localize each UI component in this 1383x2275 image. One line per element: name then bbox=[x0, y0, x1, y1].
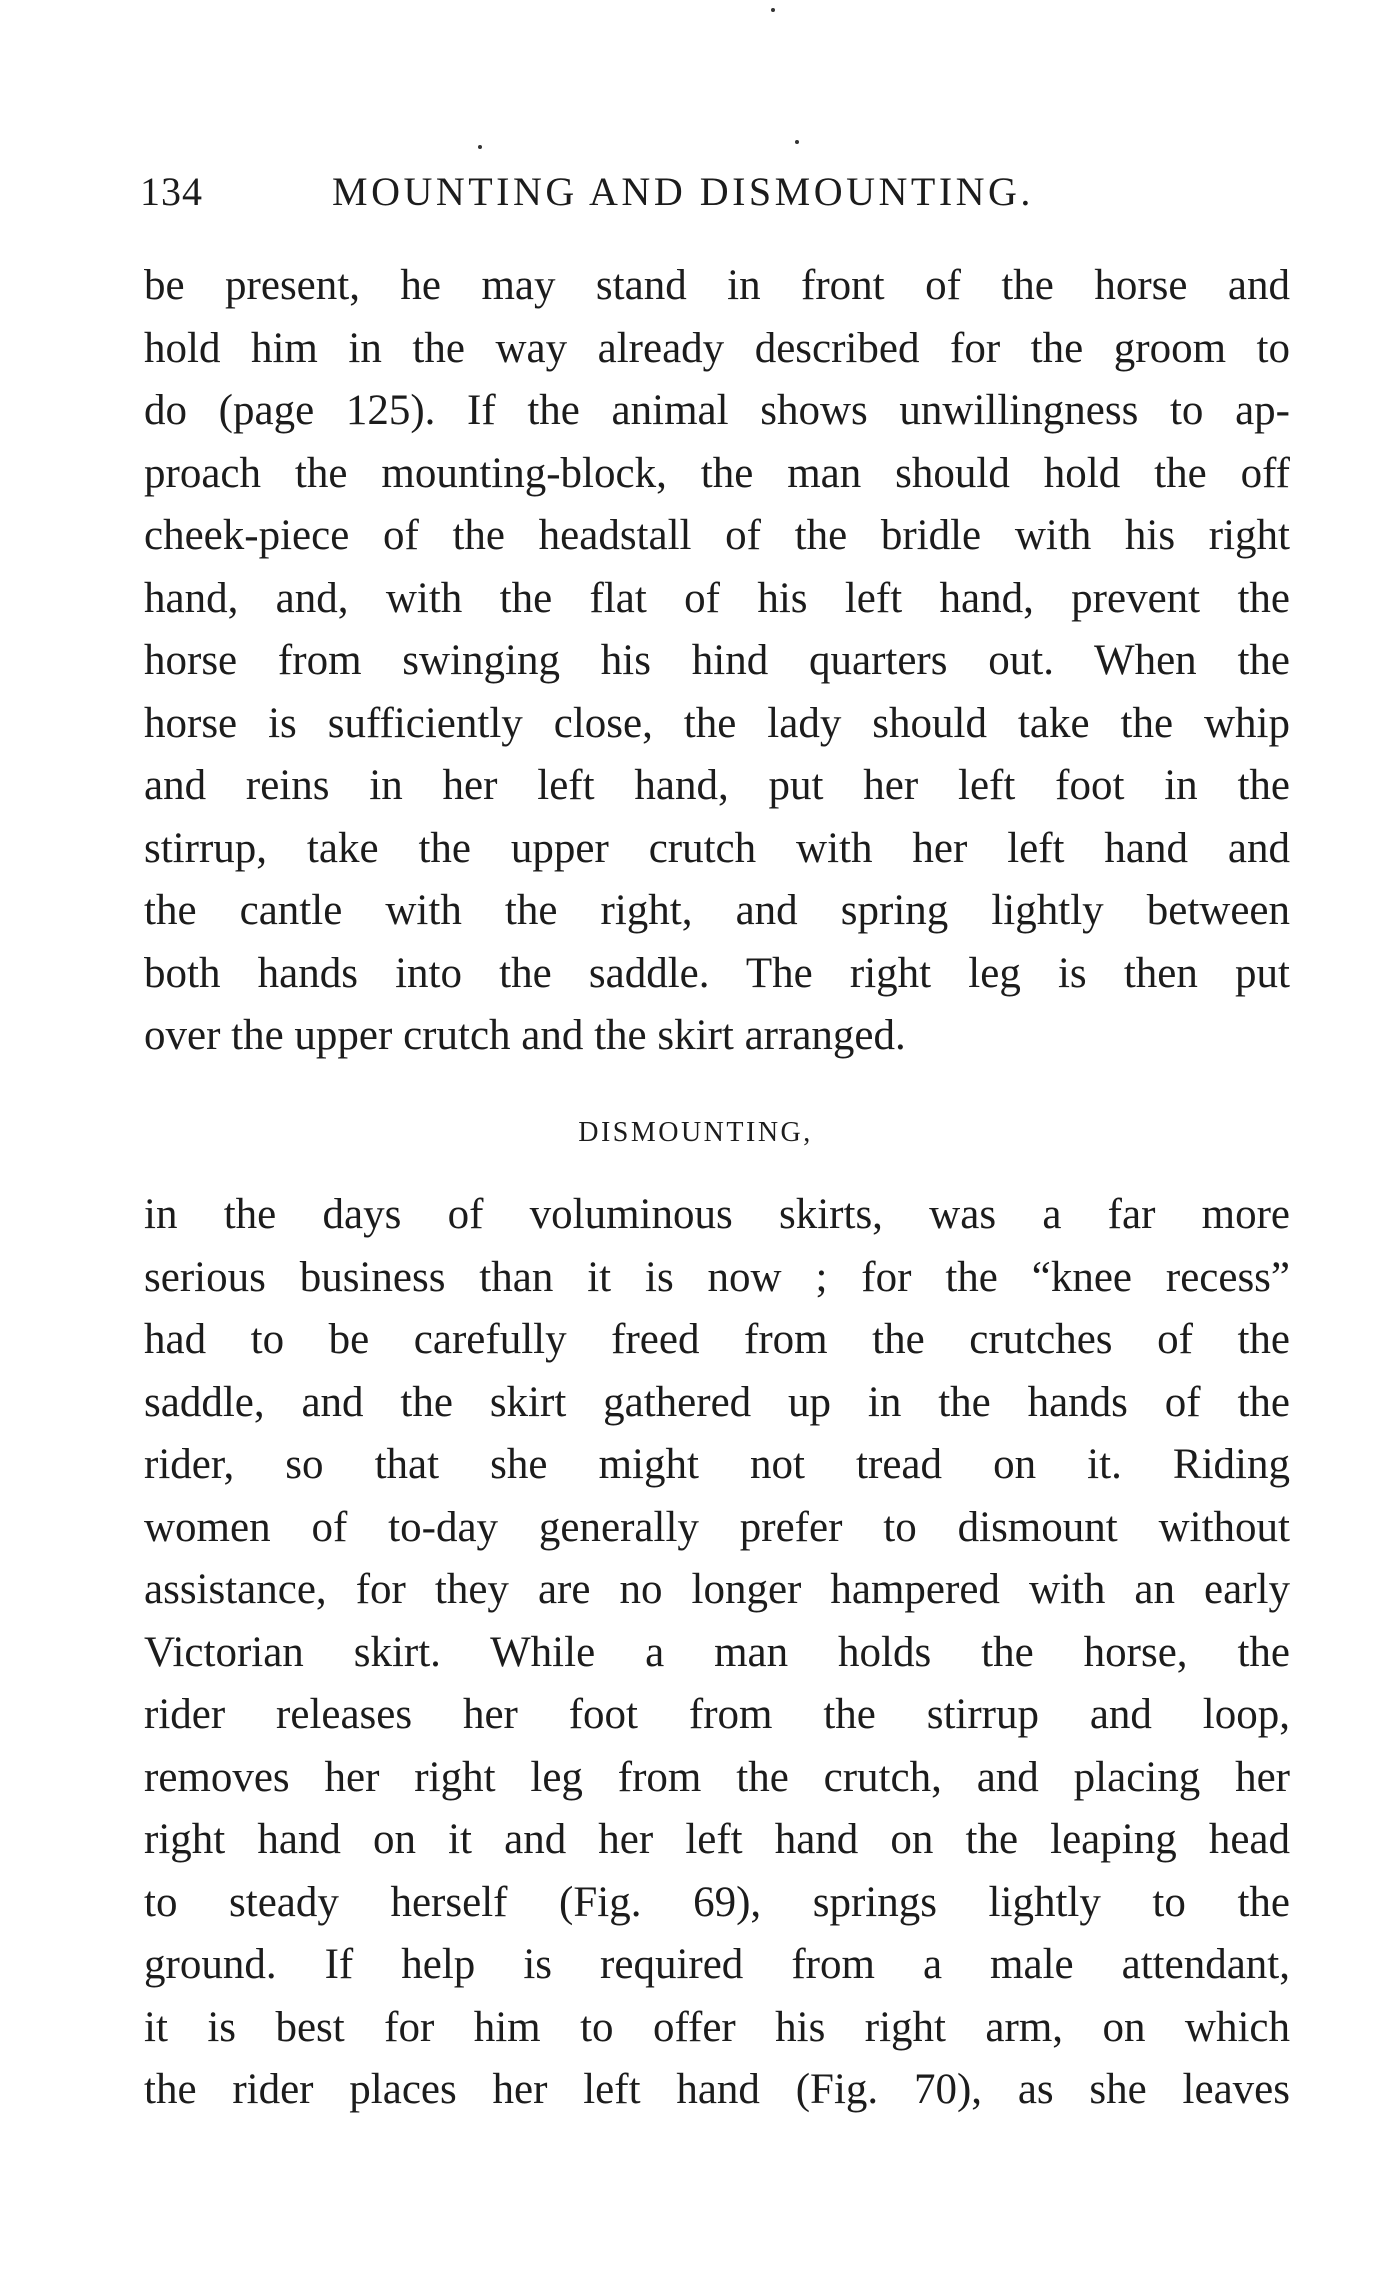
text-line: women of to-day generally prefer to dismount without bbox=[144, 1503, 1290, 1551]
text-line: hold him in the way already described for the groom to bbox=[144, 324, 1290, 372]
text-line: cheek-piece of the headstall of the bridle with his right bbox=[144, 512, 1290, 559]
section-heading: DISMOUNTING, bbox=[578, 1117, 813, 1148]
print-speck bbox=[478, 145, 482, 149]
text-line: and reins in her left hand, put her left foot in the bbox=[144, 762, 1290, 809]
paragraph-1 bbox=[144, 255, 1290, 1068]
text-line: right hand on it and her left hand on the leaping head bbox=[144, 1816, 1290, 1863]
text-line: had to be carefully freed from the crutches of the bbox=[144, 1316, 1290, 1363]
print-speck bbox=[771, 8, 775, 12]
text-line: over the upper crutch and the skirt arranged. bbox=[144, 1012, 906, 1059]
text-line: assistance, for they are no longer hampered with an early bbox=[144, 1566, 1290, 1613]
running-title: MOUNTING AND DISMOUNTING. bbox=[332, 169, 1034, 214]
text-line: saddle, and the skirt gathered up in the hands of the bbox=[144, 1378, 1290, 1426]
print-speck bbox=[795, 140, 799, 144]
paragraph-2 bbox=[144, 1184, 1290, 2122]
text-line: Victorian skirt. While a man holds the horse, the bbox=[144, 1628, 1290, 1676]
text-line: to steady herself (Fig. 69), springs lightly to the bbox=[144, 1878, 1290, 1926]
text-line: horse from swinging his hind quarters out. When the bbox=[144, 637, 1290, 684]
text-line: do (page 125). If the animal shows unwillingness to ap- bbox=[144, 387, 1290, 434]
text-line: stirrup, take the upper crutch with her left hand and bbox=[144, 824, 1290, 872]
text-line: serious business than it is now ; for the “knee recess” bbox=[144, 1253, 1290, 1301]
text-line: in the days of voluminous skirts, was a far more bbox=[144, 1191, 1290, 1238]
text-line: the cantle with the right, and spring lightly between bbox=[144, 887, 1290, 934]
text-line: both hands into the saddle. The right leg is then put bbox=[144, 949, 1290, 997]
text-line: removes her right leg from the crutch, and placing her bbox=[144, 1753, 1290, 1801]
page-number: 134 bbox=[140, 169, 203, 214]
text-line: hand, and, with the flat of his left hand, prevent the bbox=[144, 574, 1290, 622]
text-line: be present, he may stand in front of the horse and bbox=[144, 262, 1290, 309]
text-line: rider, so that she might not tread on it. Riding bbox=[144, 1441, 1290, 1488]
text-line: it is best for him to offer his right arm, on which bbox=[144, 2003, 1290, 2051]
text-line: the rider places her left hand (Fig. 70), as she leaves bbox=[144, 2066, 1290, 2113]
text-line: rider releases her foot from the stirrup and loop, bbox=[144, 1691, 1290, 1738]
page-header bbox=[140, 168, 1280, 228]
text-line: ground. If help is required from a male attendant, bbox=[144, 1941, 1290, 1988]
text-line: horse is sufficiently close, the lady should take the whip bbox=[144, 699, 1290, 747]
text-line: proach the mounting-block, the man should hold the off bbox=[144, 449, 1290, 497]
